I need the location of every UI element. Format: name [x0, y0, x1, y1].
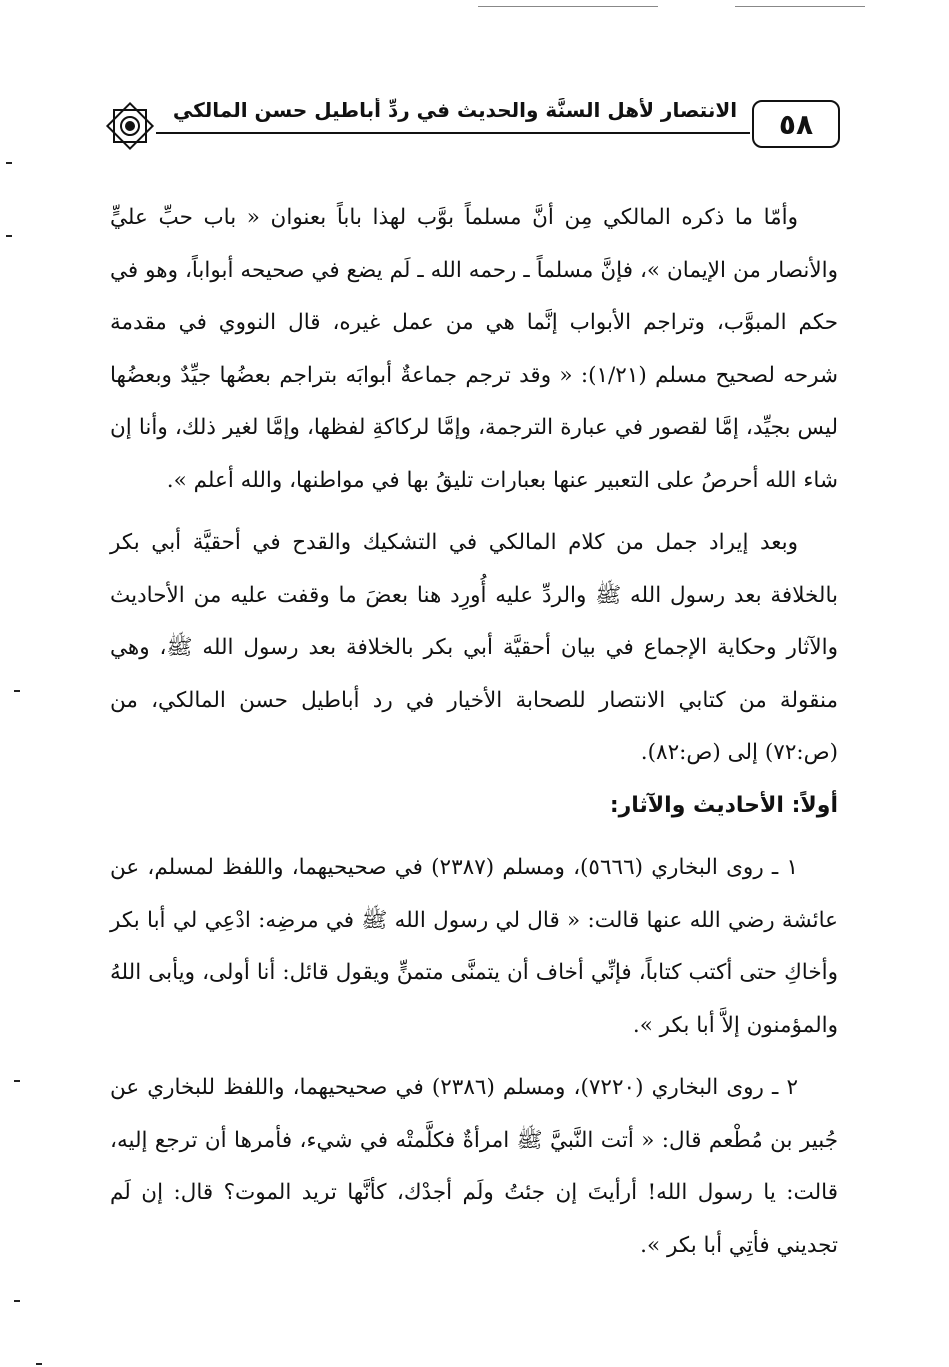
margin-mark: [36, 1363, 42, 1365]
top-rule-right: [735, 6, 865, 7]
section-heading: أولاً: الأحاديث والآثار:: [609, 792, 838, 818]
page-header: [100, 96, 840, 168]
top-rule-left: [478, 6, 658, 7]
page-number: ٥٨: [752, 100, 840, 148]
page-body: [110, 192, 838, 1272]
paragraph: وبعد إيراد جمل من كلام المالكي في التشكيك والقدح في أحقيَّة أبي بكر بالخلافة بعد رسول الله ﷺ والردِّ عليه أُورِد هنا بعضَ ما وقفت عليه من الأحاديث والآثار وحكاية الإجماع في بيان أحقيَّة أبي بكر بالخلافة بعد رسول الله ﷺ، وهي منقولة من كتابي الانتصار للصحابة الأخيار في رد أباطيل حسن المالكي، من (ص:٧٢) إلى (ص:٨٢).: [110, 530, 838, 765]
margin-mark: [14, 690, 20, 692]
hadith-entry: ٢ ـ روى البخاري (٧٢٢٠)، ومسلم (٢٣٨٦) في صحيحيهما، واللفظ للبخاري عن جُبير بن مُطْعم قال: « أتت النَّبيَّ ﷺ امرأةٌ فكلَّمتْه في شيء، فأمرها أن ترجع إليه، قالت: يا رسول الله! أرأيتَ إن جئتُ ولَم أجدْك، كأنَّها تريد الموت؟ قال: إن لَم تجديني فأتِي أبا بكر ».: [110, 1075, 838, 1258]
flower-ornament-icon: [100, 96, 160, 156]
paragraph: وأمّا ما ذكره المالكي مِن أنَّ مسلماً بوَّب لهذا باباً بعنوان « باب حبِّ عليٍّ والأنصار من الإيمان »، فإنَّ مسلماً ـ رحمه الله ـ لَم يضع في صحيحه أبواباً، وهو في حكم المبوَّب، وتراجم الأبواب إنَّما هي من عمل غيره، قال النووي في مقدمة شرحه لصحيح مسلم (١/٢١): « وقد ترجم جماعةٌ أبوابَه بتراجم بعضُها جيِّدٌ وبعضُها ليس بجيِّد، إمَّا لقصور في عبارة الترجمة، وإمَّا لركاكةِ لفظها، وإمَّا لغير ذلك، وأنا إن شاء الله أحرصُ على التعبير عنها بعبارات تليقُ بها في مواطنها، والله أعلم ».: [110, 205, 838, 493]
header-rule: [156, 132, 750, 134]
running-title: الانتصار لأهل السنَّة والحديث في ردِّ أباطيل حسن المالكي: [172, 98, 738, 122]
margin-mark: [14, 1080, 20, 1082]
hadith-entry: ١ ـ روى البخاري (٥٦٦٦)، ومسلم (٢٣٨٧) في صحيحيهما، واللفظ لمسلم، عن عائشة رضي الله عنها قالت: « قال لي رسول الله ﷺ في مرضِه: ادْعِي لي أبا بكر وأخاكِ حتى أكتب كتاباً، فإنِّي أخاف أن يتمنَّى متمنٍّ ويقول قائل: أنا أولى، ويأبى اللهُ والمؤمنون إلاَّ أبا بكر ».: [110, 855, 838, 1038]
margin-mark: [14, 1300, 20, 1302]
margin-mark: [6, 162, 12, 164]
margin-mark: [6, 235, 12, 237]
